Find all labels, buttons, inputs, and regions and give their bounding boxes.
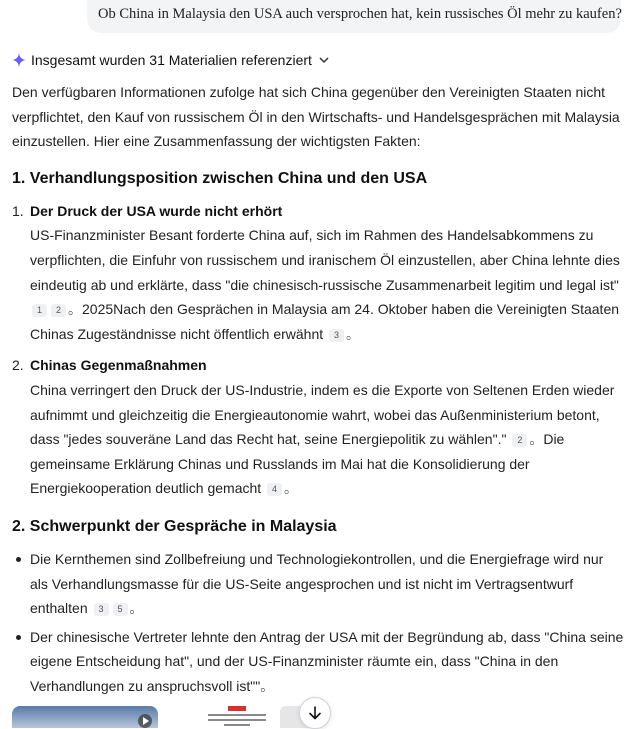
list-item-text <box>30 223 624 346</box>
list-item <box>12 353 624 501</box>
references-label: Insgesamt wurden 31 Materialien referenziert <box>31 52 312 68</box>
source-thumbnail-video[interactable] <box>12 706 158 728</box>
user-message-bubble: Ob China in Malaysia den USA auch versprochen hat, kein russisches Öl mehr zu kaufen? <box>87 0 621 33</box>
citation-badge[interactable]: 1 <box>32 304 47 317</box>
text-segment: 。Die gemeinsame Erklärung Chinas und Russlands im Mai hat die Konsolidierung der Energiekooperation deutlich gemacht <box>30 431 565 497</box>
text-segment: China verringert den Druck der US-Industrie, indem es die Exporte von Seltenen Erden wieder aufnimmt und gleichzeitig die Energieautonomie wahrt, wobei das Außenministerium betont, dass "jedes souveräne Land das Recht hat, seine Energiepolitik zu wählen"." <box>30 381 615 448</box>
list-item-body <box>30 353 624 501</box>
text-end: 。 <box>284 480 299 497</box>
news-logo-icon <box>228 706 246 711</box>
text-end: 。 <box>346 325 361 342</box>
list-item-text <box>30 378 624 501</box>
list-item <box>12 199 624 347</box>
citation-badge[interactable]: 2 <box>512 434 527 447</box>
list-number: 2. <box>12 357 24 374</box>
thumbnail-text-line <box>208 719 266 721</box>
play-icon <box>138 714 152 728</box>
text-segment: US-Finanzminister Besant forderte China auf, sich im Rahmen des Handelsabkommens zu verpflichten, die Einfuhr von russischem und iranischem Öl einzustellen, aber China lehnte dies eindeutig ab und erklärte, dass "die chinesisch-russische Zusammenarbeit legitim und legal ist" <box>30 227 620 293</box>
chevron-down-icon <box>318 54 330 66</box>
citation-badge[interactable]: 3 <box>94 603 109 616</box>
source-thumbnail-article[interactable] <box>192 706 282 728</box>
bullet-marker <box>12 547 30 621</box>
list-item-title: Chinas Gegenmaßnahmen <box>30 357 207 374</box>
citation-badge[interactable]: 5 <box>113 603 128 616</box>
text-end: 。 <box>129 600 144 617</box>
scroll-to-bottom-button[interactable] <box>299 697 331 729</box>
text-segment: 。2025Nach den Gesprächen in Malaysia am 24. Oktober haben die Vereinigten Staaten Chinas Zugeständnisse nicht öffentlich erwähnt <box>30 301 620 342</box>
text-segment: Die Kernthemen sind Zollbefreiung und Technologiekontrollen, und die Energiefrage wird nur als Verhandlungsmasse für die US-Seite angesprochen und ist nicht im Vertragsentwurf enthalten <box>30 550 604 617</box>
thumbnail-text-line <box>208 714 266 716</box>
list-item <box>12 547 624 621</box>
citation-badge[interactable]: 3 <box>329 329 344 342</box>
citation-badge[interactable]: 4 <box>267 483 282 496</box>
thumbnail-text-line <box>224 724 250 726</box>
references-toggle[interactable] <box>12 52 330 68</box>
sparkle-icon <box>12 53 26 67</box>
bullet-list <box>12 547 624 699</box>
list-item-title: Der Druck der USA wurde nicht erhört <box>30 202 283 219</box>
answer-content <box>12 80 624 698</box>
list-number: 1. <box>12 202 24 219</box>
list-item-body <box>30 199 624 347</box>
list-item-text: Der chinesische Vertreter lehnte den Antrag der USA mit der Begründung ab, dass "China seine eigene Entscheidung hat", und der US-Finanzminister räumte ein, dass "China in den Verhandlungen zu anspruchsvoll ist""。 <box>30 628 624 694</box>
section-heading-2: 2. Schwerpunkt der Gespräche in Malaysia <box>12 517 337 535</box>
citation-badge[interactable]: 2 <box>51 304 66 317</box>
list-item <box>12 625 624 699</box>
answer-intro: Den verfügbaren Informationen zufolge hat sich China gegenüber den Vereinigten Staaten nicht verpflichtet, den Kauf von russischem Öl in den Wirtschafts- und Handelsgesprächen mit Malaysia einzustellen. Hier eine Zusammenfassung der wichtigsten Fakten: <box>12 84 620 150</box>
list-item-text <box>30 547 624 621</box>
bullet-marker <box>12 625 30 699</box>
arrow-down-icon <box>307 705 323 721</box>
section-heading-1: 1. Verhandlungsposition zwischen China und den USA <box>12 169 428 187</box>
ordered-list <box>12 199 624 501</box>
